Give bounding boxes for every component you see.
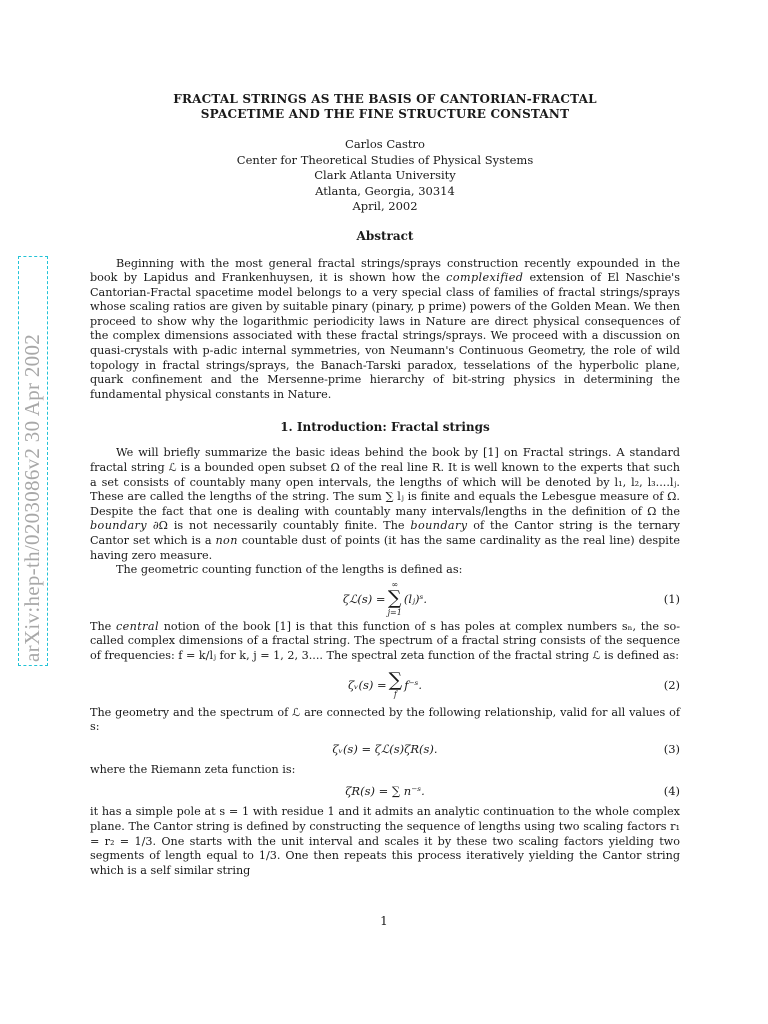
equation-1-number: (1)	[663, 591, 680, 606]
equation-2-number: (2)	[663, 677, 680, 692]
equation-4-body: ζR(s) = ∑ n⁻ˢ.	[345, 784, 425, 799]
equation-2-lhs: ζᵥ(s) =	[347, 677, 387, 692]
equation-4-number: (4)	[663, 784, 680, 799]
affiliation-center: Center for Theoretical Studies of Physical Systems	[236, 152, 534, 167]
equation-3	[90, 735, 680, 763]
equation-2-sigma: ∑	[388, 668, 403, 691]
title-line-1: FRACTAL STRINGS AS THE BASIS OF CANTORIAN-FRACTAL	[173, 92, 597, 106]
equation-2-lower-limit: f	[393, 689, 397, 699]
equation-1-lhs: ζℒ(s) =	[342, 591, 386, 606]
intro-p3-b: notion of the book [1] is that this function of s has poles at complex numbers sₙ, the so-called complex dimensions of a fractal string. The spectrum of a fractal string consists of the sequence of frequencies: f = k/lⱼ for k, j = 1, 2, 3.... The spectral zeta function of the fractal string ℒ is defined as:	[90, 619, 680, 662]
abstract-text	[90, 257, 680, 403]
intro-p1-b: ∂Ω is not necessarily countably finite. The	[147, 519, 411, 533]
abstract-text-b: extension of El Naschie's Cantorian-Fractal spacetime model belongs to a very special class of families of fractal strings/sprays whose scaling ratios are given by suitable pinary (pinary, p prime) powers of the Golden Mean. We then proceed to show why the logarithmic periodicity laws in Nature are direct physical consequences of the complex dimensions associated with these fractal strings/sprays. We proceed with a discussion on quasi-crystals with p-adic internal symmetries, von Neumann's Continuous Geometry, the role of wild topology in fractal strings/sprays, the Banach-Tarski paradox, tesselations of the hyperbolic plane, quark confinement and the Mersenne-prime hierarchy of bit-string physics in determining the fundamental physical constants in Nature.	[90, 271, 681, 401]
equation-1-sum	[388, 580, 402, 617]
intro-p1-em-boundary: boundary	[90, 519, 148, 533]
paper-title	[90, 92, 680, 122]
equation-2-rhs: f⁻ˢ.	[404, 677, 423, 692]
affiliation-university: Clark Atlanta University	[314, 168, 456, 182]
intro-p1-a: We will briefly summarize the basic ideas behind the book by [1] on Fractal strings. A standard fractal string ℒ is a bounded open subset Ω of the real line R. It is well known to the experts that such a set consists of countably many open intervals, the lengths of which will be denoted by l₁, l₂, l₃....lⱼ. These are called the lengths of the string. The sum ∑ lⱼ is finite and equals the Lebesgue measure of Ω. Despite the fact that one is dealing with countably many intervals/lengths in the definition of Ω the	[90, 446, 680, 518]
title-line-2: SPACETIME AND THE FINE STRUCTURE CONSTANT	[200, 107, 570, 121]
author-name: Carlos Castro	[345, 137, 425, 151]
intro-p1-c: of the Cantor string is the ternary Cantor set which is a	[90, 519, 680, 547]
equation-1-sigma: ∑	[387, 587, 402, 610]
paper-page	[90, 92, 680, 878]
equation-1-upper-limit: ∞	[391, 580, 399, 590]
author-address: Atlanta, Georgia, 30314	[315, 183, 455, 198]
section-heading: 1. Introduction: Fractal strings	[280, 420, 490, 435]
intro-p1-em-boundary-2: boundary	[410, 519, 468, 533]
intro-paragraph-4: The geometry and the spectrum of ℒ are connected by the following relationship, valid for all values of s:	[90, 705, 680, 734]
intro-paragraph-6: it has a simple pole at s = 1 with residue 1 and it admits an analytic continuation to the whole complex plane. The Cantor string is defined by constructing the sequence of lengths using two scaling factors r₁ = r₂ = 1/3. One starts with the unit interval and scales it by these two scaling factors yielding two segments of length equal to 1/3. One then repeats this process iteratively yielding the Cantor string which is a self similar string	[90, 805, 680, 877]
equation-4	[90, 777, 680, 805]
intro-p1-em-non: non	[215, 534, 238, 547]
equation-2-sum	[388, 668, 403, 699]
equation-2	[90, 664, 680, 706]
equation-3-body: ζᵥ(s) = ζℒ(s)ζR(s).	[332, 741, 438, 756]
abstract-emphasis: complexified	[446, 271, 524, 285]
arxiv-identifier[interactable]: arXiv:hep-th/0203086v2 30 Apr 2002	[20, 333, 44, 662]
abstract-text-a: Beginning with the most general fractal strings/sprays construction recently expounded in the book by Lapidus and Frankenhuysen, it is shown how the	[90, 256, 680, 285]
intro-paragraph-2: The geometric counting function of the lengths is defined as:	[116, 563, 463, 577]
intro-p3-a: The	[90, 619, 116, 633]
author-block	[90, 137, 680, 215]
abstract-heading: Abstract	[356, 228, 414, 243]
equation-1-lower-limit: j=1	[387, 608, 402, 618]
intro-paragraph-5: where the Riemann zeta function is:	[90, 762, 296, 776]
intro-paragraph-3	[90, 620, 680, 664]
intro-p1-d: countable dust of points (it has the same cardinality as the real line) despite having zero measure.	[90, 534, 680, 562]
intro-paragraph-1	[90, 446, 680, 563]
equation-1	[90, 578, 680, 620]
equation-1-rhs: (lⱼ)ˢ.	[403, 591, 428, 606]
intro-p3-em-central: central	[116, 619, 159, 633]
page-number: 1	[380, 914, 388, 928]
equation-3-number: (3)	[663, 741, 680, 756]
paper-date: April, 2002	[352, 199, 418, 213]
